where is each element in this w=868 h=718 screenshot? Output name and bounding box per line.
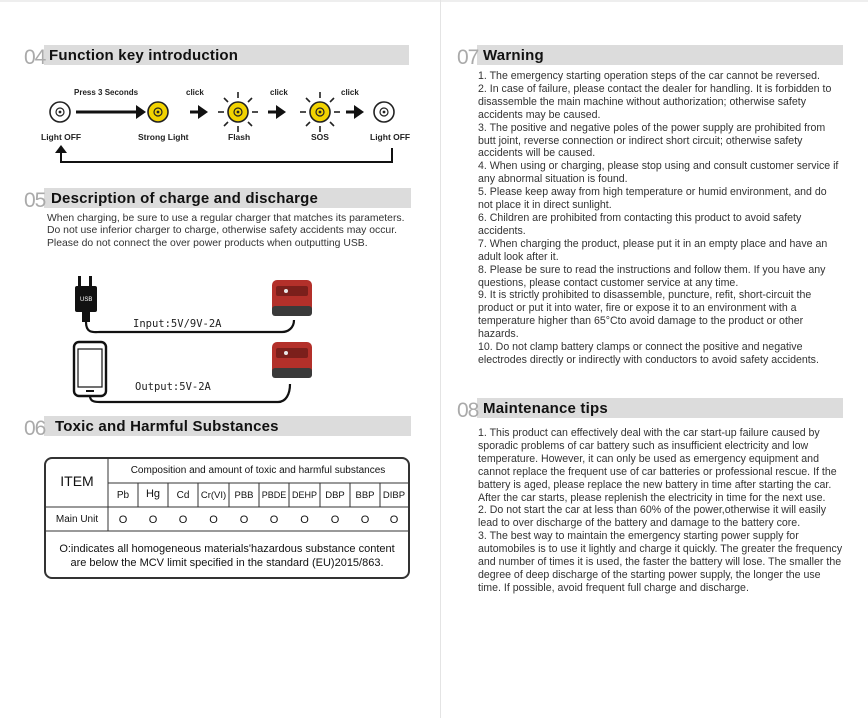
strong-light-button-icon [148, 102, 168, 122]
mode-label-light-off: Light OFF [41, 132, 82, 142]
substance-header: PBB [234, 490, 254, 501]
table-footnote-line-1: O:indicates all homogeneous materials'hazardous substance content [59, 543, 395, 555]
section-number: 06 [24, 417, 46, 440]
table-value: O [118, 514, 128, 526]
click-label-3: click [341, 88, 359, 97]
maintenance-list [478, 427, 844, 595]
item-header: ITEM [60, 473, 94, 489]
power-button-off-icon [374, 102, 394, 122]
arrow-icon [268, 105, 286, 119]
section-title: Warning [483, 47, 544, 64]
substance-header: Cr(VI) [200, 490, 227, 501]
substance-header: Pb [116, 490, 130, 501]
sos-button-icon [300, 92, 340, 132]
maintenance-item: 1. This product can effectively deal with the car start-up failure caused by sporadic problems of car battery such as insufficient electricity and low temperature. However, it can only be used as emergency equipment and cannot replace the frequent use of car batteries or professional rescue. If the battery is aged, please replace the new battery in time after starting the car. After the car starts, please replenish the electricity in time for the next use. [478, 427, 837, 504]
page-divider [440, 0, 441, 718]
warning-item: 6. Children are prohibited from contacting this product to avoid safety accidents. [478, 211, 802, 237]
warning-item: 7. When charging the product, please put it in an empty place and have an adult look after it. [478, 237, 828, 263]
table-value: O [269, 514, 279, 526]
jump-starter-device-icon [272, 280, 312, 316]
section-title: Function key introduction [49, 47, 239, 64]
table-value: O [209, 514, 218, 526]
substance-header: DBP [325, 490, 345, 501]
return-loop-arrow-icon [55, 145, 392, 162]
substance-header: PBDE [261, 490, 287, 500]
maintenance-item: 3. The best way to maintain the emergency starting power supply for automobiles is to use it lightly and charge it quickly. The greater the frequency and number of times it is used, the faster the battery will lose. The smaller the degree of deep discharge of the starting power supply, the longer the use time. If possible, avoid frequent full charge and discharge. [478, 530, 843, 594]
table-value: O [330, 514, 340, 526]
substance-header: BBP [355, 490, 375, 501]
table-value: O [300, 514, 309, 526]
table-value: O [148, 514, 158, 526]
warning-item: 4. When using or charging, please stop using and consult customer service if any abnormal situation is found. [478, 160, 839, 186]
smartphone-icon [74, 342, 106, 396]
input-spec-label: Input:5V/9V-2A [133, 318, 222, 330]
function-key-diagram [40, 92, 420, 167]
warning-list [478, 70, 844, 367]
warning-item: 9. It is strictly prohibited to disassemble, puncture, refit, short-circuit the product or put it into water, fire or expose it to an environment with a temperature higher than 65°Cto avoid damage to the product or other hazards. [478, 289, 812, 341]
arrow-icon [190, 105, 208, 119]
section-title: Description of charge and discharge [51, 190, 319, 207]
section-number: 08 [457, 399, 479, 422]
mode-label-flash: Flash [228, 132, 251, 142]
click-label-2: click [270, 88, 288, 97]
table-value: O [360, 514, 370, 526]
table-footnote-line-2: are below the MCV limit specified in the standard (EU)2015/863. [70, 557, 384, 569]
click-label-1: click [186, 88, 204, 97]
warning-item: 1. The emergency starting operation steps of the car cannot be reversed. [478, 70, 820, 82]
warning-item: 10. Do not clamp battery clamps or connect the positive and negative electrodes directly or indirectly with conductors to avoid safety accidents. [478, 341, 819, 366]
substance-header: DEHP [291, 490, 317, 500]
maintenance-item: 2. Do not start the car at less than 60% of the power,otherwise it will easily lead to over discharge of the battery and damage to the battery core. [478, 504, 827, 530]
substance-header: Cd [176, 490, 190, 501]
section-number: 05 [24, 189, 46, 212]
warning-item: 3. The positive and negative poles of the power supply are prohibited from butt joint, reverse connection or indirect short circuit; otherwise safety accidents will be caused. [478, 121, 826, 160]
arrow-icon [346, 105, 364, 119]
composition-header: Composition and amount of toxic and harmful substances [130, 465, 386, 476]
section-title: Maintenance tips [483, 400, 608, 417]
table-value: O [239, 514, 249, 526]
section-title: Toxic and Harmful Substances [55, 418, 279, 435]
substance-header: Hg [145, 488, 161, 500]
warning-item: 8. Please be sure to read the instructions and follow them. If you have any questions, please contact customer service at any time. [478, 263, 826, 289]
flash-button-icon [218, 92, 258, 132]
mode-label-strong-light: Strong Light [138, 132, 189, 142]
charge-description-text: When charging, be sure to use a regular charger that matches its parameters. Do not use inferior charger to charge, otherwise safety accidents may occur. Please do not connect the over power products when outputting USB. [47, 213, 405, 249]
table-value: O [389, 514, 399, 526]
top-rule [0, 0, 868, 2]
jump-starter-device-icon [272, 342, 312, 378]
section-number: 04 [24, 46, 46, 69]
table-value: O [178, 514, 188, 526]
mode-label-sos: SOS [311, 132, 329, 142]
usb-label: USB [80, 297, 93, 303]
output-spec-label: Output:5V-2A [135, 381, 211, 393]
mode-label-light-off-end: Light OFF [370, 132, 411, 142]
toxic-substance-table [44, 457, 410, 579]
substance-header: DIBP [382, 490, 406, 501]
warning-item: 2. In case of failure, please contact the dealer for handling. It is forbidden to disassemble the main machine without authorization; otherwise safety accidents may be caused. [478, 82, 832, 121]
section-number: 07 [457, 46, 479, 69]
charge-description [47, 213, 405, 250]
press-3-seconds-label: Press 3 Seconds [74, 88, 139, 97]
long-arrow-icon [76, 105, 146, 119]
power-button-off-icon [50, 102, 70, 122]
warning-item: 5. Please keep away from high temperature or humid environment, and do not place it in direct sunlight. [478, 186, 827, 212]
main-unit-label: Main Unit [55, 514, 99, 525]
